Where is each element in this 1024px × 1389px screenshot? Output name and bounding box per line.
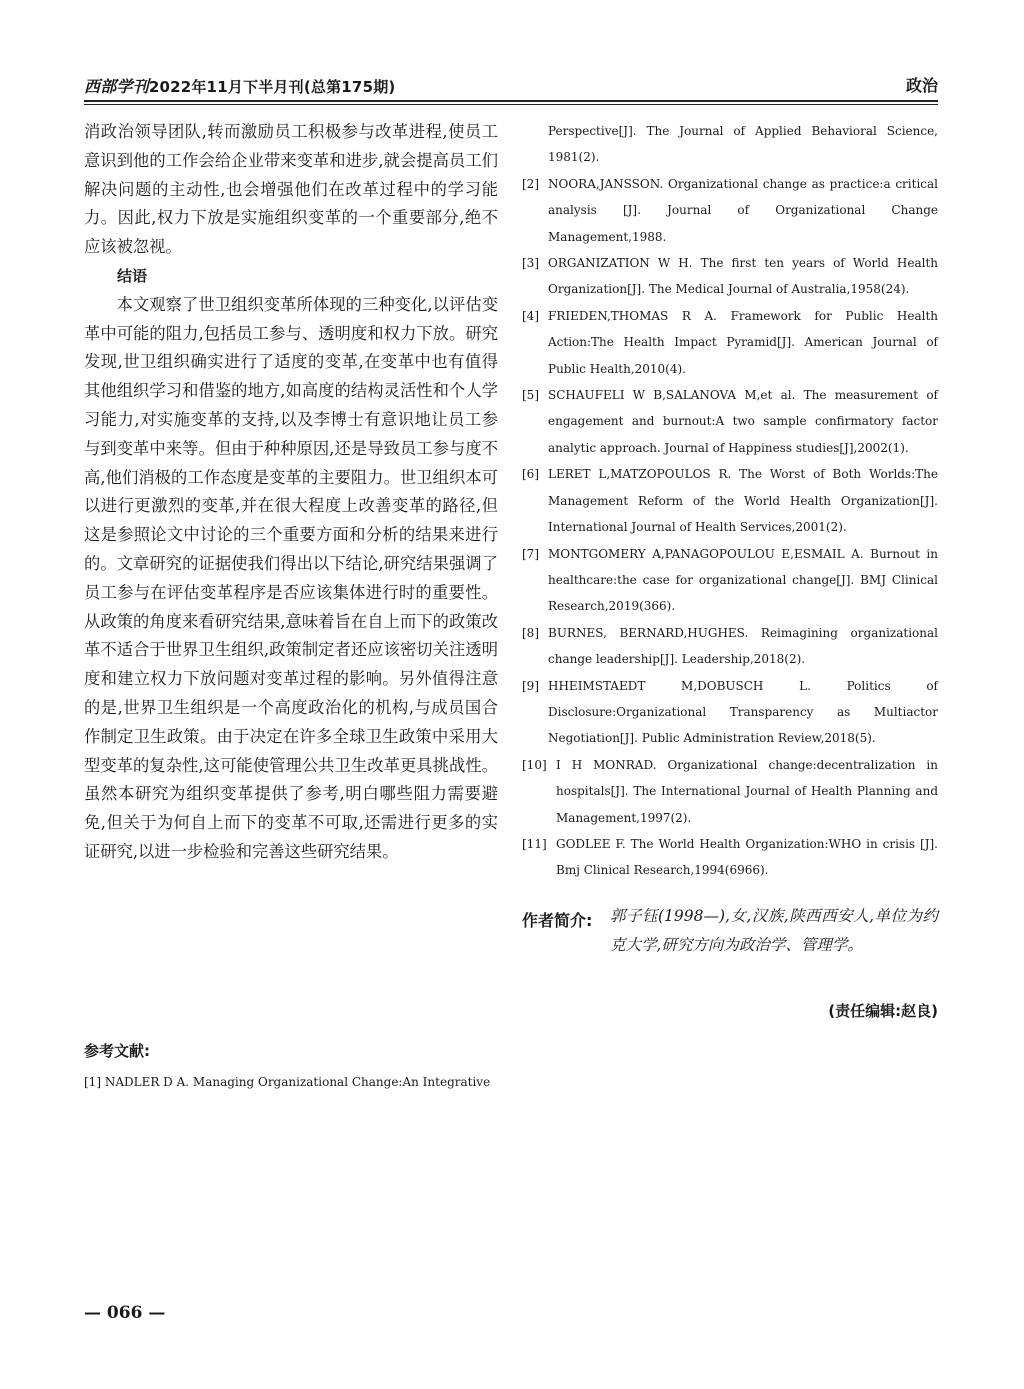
reference-number: [10] (522, 757, 547, 772)
reference-number: [7] (522, 546, 539, 561)
reference-number: [4] (522, 308, 539, 323)
issue-label: 2022年11月下半月刊(总第175期) (148, 78, 396, 96)
reference-number: [9] (522, 678, 539, 693)
reference-text: ORGANIZATION W H. The first ten years of World Health Organization[J]. The Medical Journal of Australia,1958(24). (548, 256, 938, 297)
journal-issue-line (84, 74, 395, 97)
responsible-editor: (责任编辑:赵良) (828, 1002, 938, 1020)
reference-number: [6] (522, 467, 539, 482)
reference-item (522, 250, 938, 303)
reference-item (522, 171, 938, 250)
author-bio-text: 郭子钰(1998—),女,汉族,陕西西安人,单位为约克大学,研究方向为政治学、管理学。 (610, 907, 938, 954)
reference-item (522, 303, 938, 382)
page-header (84, 70, 938, 100)
reference-number: [3] (522, 256, 539, 271)
author-bio-label: 作者简介: (522, 911, 593, 930)
reference-number: [8] (522, 625, 539, 640)
reference-item (522, 673, 938, 752)
reference-item (522, 831, 938, 884)
reference-number: [5] (522, 388, 539, 403)
reference-text: I H MONRAD. Organizational change:decentralization in hospitals[J]. The International Journal of Health Planning and Management,1997(2). (556, 757, 938, 825)
reference-text: GODLEE F. The World Health Organization:WHO in crisis [J]. Bmj Clinical Research,1994(6966). (556, 836, 938, 878)
body-paragraph-2: 本文观察了世卫组织变革所体现的三种变化,以评估变革中可能的阻力,包括员工参与、透明度和权力下放。研究发现,世卫组织确实进行了适度的变革,在变革中也有值得其他组织学习和借鉴的地方,如高度的结构灵活性和个人学习能力,对实施变革的支持,以及李博士有意识地让员工参与到变革中来等。但由于种种原因,还是导致员工参与度不高,他们消极的工作态度是变革的主要阻力。世卫组织本可以进行更激烈的变革,并在很大程度上改善变革的路径,但这是参照论文中讨论的三个重要方面和分析的结果来进行的。文章研究的证据使我们得出以下结论,研究结果强调了员工参与在评估变革程序是否应该集体进行时的重要性。从政策的角度来看研究结果,意味着旨在自上而下的政策改革不适合于世界卫生组织,政策制定者还应该密切关注透明度和建立权力下放问题对变革过程的影响。另外值得注意的是,世界卫生组织是一个高度政治化的机构,与成员国合作制定卫生政策。由于决定在许多全球卫生政策中采用大型变革的复杂性,这可能使管理公共卫生改革更具挑战性。虽然本研究为组织变革提供了参考,明白哪些阻力需要避免,但关于为何自上而下的变革不可取,还需进行更多的实证研究,以进一步检验和完善这些研究结果。 (84, 294, 498, 861)
reference-text: BURNES, BERNARD,HUGHES. Reimagining organizational change leadership[J]. Leadership,2018(2). (548, 625, 938, 667)
header-rule-thin (84, 104, 938, 105)
reference-text: NOORA,JANSSON. Organizational change as practice:a critical analysis [J]. Journal of Organizational Change Management,1988. (548, 176, 938, 244)
header-rule (84, 100, 938, 102)
reference-text: FRIEDEN,THOMAS R A. Framework for Public Health Action:The Health Impact Pyramid[J]. American Journal of Public Health,2010(4). (548, 308, 938, 376)
body-paragraph-1: 消政治领导团队,转而激励员工积极参与改革进程,使员工意识到他的工作会给企业带来变革和进步,就会提高员工们解决问题的主动性,也会增强他们在改革过程中的学习能力。因此,权力下放是实施组织变革的一个重要部分,绝不应该被忽视。 (84, 122, 498, 257)
reference-text: SCHAUFELI W B,SALANOVA M,et al. The measurement of engagement and burnout:A two sample confirmatory factor analytic approach. Journal of Happiness studies[J],2002(1). (548, 388, 938, 455)
reference-text: MONTGOMERY A,PANAGOPOULOU E,ESMAIL A. Burnout in healthcare:the case for organizational change[J]. BMJ Clinical Research,2019(366). (548, 546, 938, 614)
reference-number: [2] (522, 176, 539, 191)
reference-1-continued: Perspective[J]. The Journal of Applied Behavioral Science, 1981(2). (548, 124, 938, 165)
left-column (84, 118, 498, 867)
reference-text: HHEIMSTAEDT M,DOBUSCH L. Politics of Disclosure:Organizational Transparency as Multiactor Negotiation[J]. Public Administration Review,2018(5). (548, 678, 938, 746)
reference-item (522, 382, 938, 461)
reference-item (522, 752, 938, 831)
conclusion-heading: 结语 (117, 266, 148, 285)
author-bio (522, 902, 938, 960)
reference-item (522, 461, 938, 540)
reference-number: [11] (522, 836, 547, 851)
journal-logo: 西部学刊 (84, 77, 149, 96)
page-number: — 066 — (84, 1303, 166, 1323)
section-label: 政治 (905, 76, 938, 95)
reference-1-start: [1] NADLER D A. Managing Organizational Change:An Integrative (84, 1075, 491, 1089)
reference-item (522, 620, 938, 673)
reference-text: LERET L,MATZOPOULOS R. The Worst of Both Worlds:The Management Reform of the World Health Organization[J]. International Journal of Health Services,2001(2). (548, 467, 938, 535)
reference-item (522, 541, 938, 620)
right-column (522, 118, 938, 884)
references-heading: 参考文献: (84, 1042, 150, 1060)
